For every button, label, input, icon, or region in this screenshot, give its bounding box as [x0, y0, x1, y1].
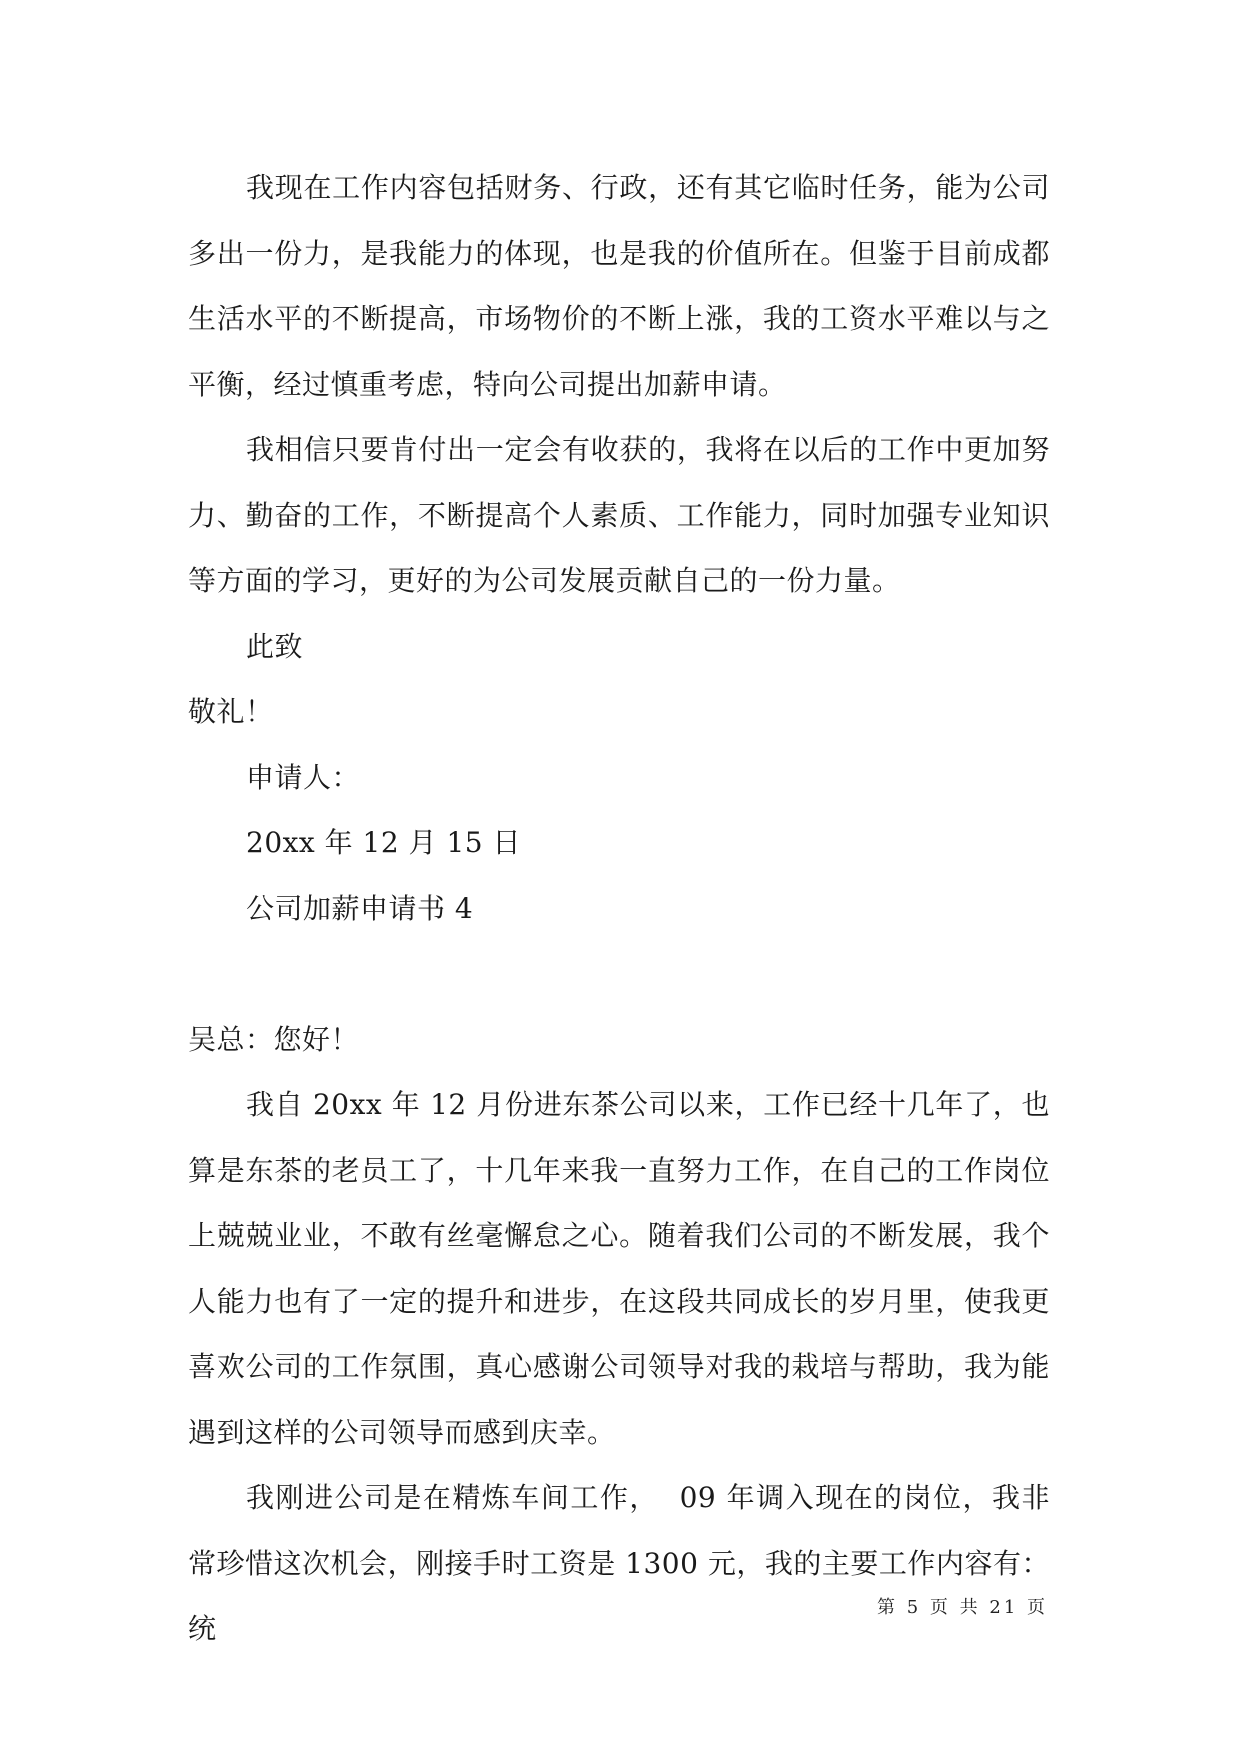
letter-date: 20xx 年 12 月 15 日 [246, 826, 521, 859]
section-heading: 公司加薪申请书 4 [246, 891, 474, 925]
applicant-label: 申请人： [246, 760, 361, 794]
paragraph-work-content: 我现在工作内容包括财务、行政，还有其它临时任务，能为公司多出一份力，是我能力的体现，也是我的价值所在。但鉴于目前成都生活水平的不断提高，市场物价的不断上涨，我的工资水平难以与之平衡，经过慎重考虑，特向公司提出加薪申请。 [188, 171, 1050, 401]
paragraph-history: 我自 20xx 年 12 月份进东茶公司以来，工作已经十几年了，也算是东茶的老员工了，十几年来我一直努力工作，在自己的工作岗位上兢兢业业，不敢有丝毫懈怠之心。随着我们公司的不断发展，我个人能力也有了一定的提升和进步，在这段共同成长的岁月里，使我更喜欢公司的工作氛围，真心感谢公司领导对我的栽培与帮助，我为能遇到这样的公司领导而感到庆幸。 [188, 1088, 1050, 1449]
paragraph-position: 我刚进公司是在精炼车间工作， 09 年调入现在的岗位，我非常珍惜这次机会，刚接手时工资是 1300 元，我的主要工作内容有：统 [188, 1481, 1050, 1645]
blank-line [188, 941, 1050, 1007]
letter-greeting: 吴总：您好！ [188, 1022, 360, 1056]
paragraph-commitment: 我相信只要肯付出一定会有收获的，我将在以后的工作中更加努力、勤奋的工作，不断提高个人素质、工作能力，同时加强专业知识等方面的学习，更好的为公司发展贡献自己的一份力量。 [188, 433, 1050, 597]
closing-salutation: 此致 [246, 629, 304, 663]
document-body [188, 155, 1050, 1662]
closing-regards: 敬礼！ [188, 695, 274, 728]
page-number-footer: 第 5 页 共 21 页 [877, 1597, 1048, 1618]
